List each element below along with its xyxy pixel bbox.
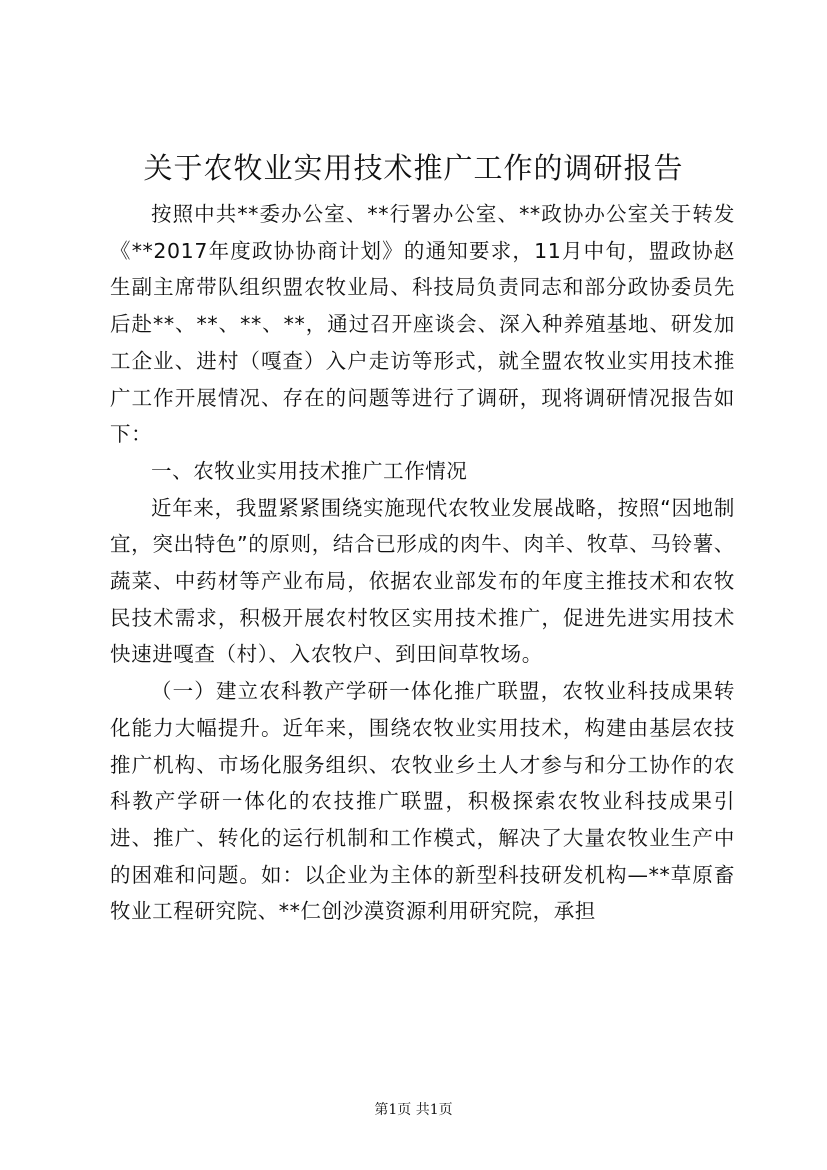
section-heading: 一、农牧业实用技术推广工作情况 bbox=[151, 458, 468, 483]
document-title: 关于农牧业实用技术推广工作的调研报告 bbox=[143, 151, 684, 185]
page-footer: 第1页 共1页 bbox=[374, 1102, 453, 1118]
paragraph-subsection-1: （一）建立农科教产学研一体化推广联盟，农牧业科技成果转化能力大幅提升。近年来，围绕农牧业实用技术，构建由基层农技推广机构、市场化服务组织、农牧业乡土人才参与和分工协作的农科教产学研一体化的农技推广联盟，积极探索农牧业科技成果引进、推广、转化的运行机制和工作模式，解决了大量农牧业生产中的困难和问题。如：以企业为主体的新型科技研发机构—**草原畜牧业工程研究院、**仁创沙漠资源利用研究院，承担 bbox=[110, 679, 735, 924]
document-body bbox=[110, 196, 735, 930]
paragraph-intro: 按照中共**委办公室、**行署办公室、**政协办公室关于转发《**2017年度政协协商计划》的通知要求，11月中旬，盟政协赵生副主席带队组织盟农牧业局、科技局负责同志和部分政协委员先后赴**、**、**、**，通过召开座谈会、深入种养殖基地、研发加工企业、进村（嘎查）入户走访等形式，就全盟农牧业实用技术推广工作开展情况、存在的问题等进行了调研，现将调研情况报告如下： bbox=[110, 202, 735, 447]
paragraph-overview: 近年来，我盟紧紧围绕实施现代农牧业发展战略，按照“因地制宜，突出特色”的原则，结合已形成的肉牛、肉羊、牧草、马铃薯、蔬菜、中药材等产业布局，依据农业部发布的年度主推技术和农牧民技术需求，积极开展农村牧区实用技术推广，促进先进实用技术快速进嘎查（村）、入农牧户、到田间草牧场。 bbox=[110, 495, 735, 667]
